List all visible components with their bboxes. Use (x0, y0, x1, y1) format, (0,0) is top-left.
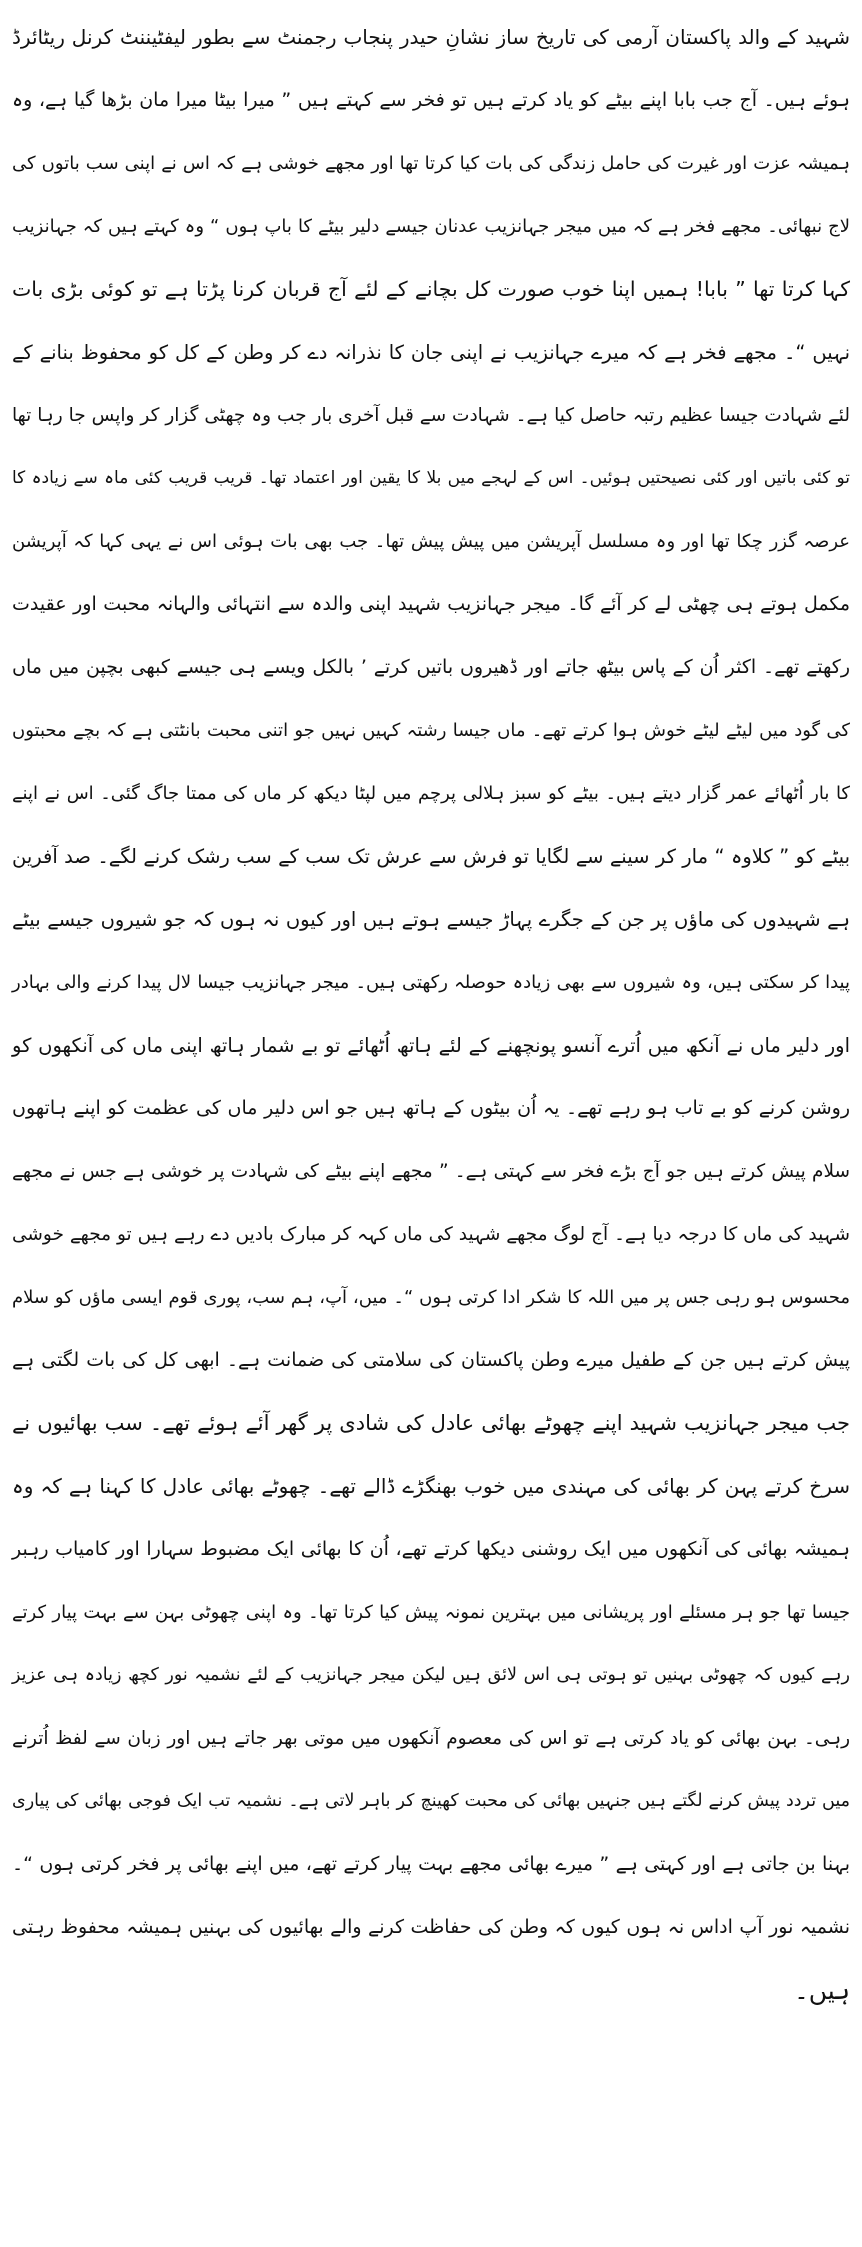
article-text-line: جب میجر جہانزیب شہید اپنے چھوٹے بھائی عادل کی شادی پر گھر آئے ہوئے تھے۔ سب بھائیوں نے (12, 1411, 850, 1435)
article-text-line: ہمیشہ بھائی کی آنکھوں میں ایک روشنی دیکھا کرتے تھے، اُن کا بھائی ایک مضبوط سہارا اور کامیاب رہبر (12, 1538, 850, 1560)
article-text-line: جیسا تھا جو ہر مسئلے اور پریشانی میں بہترین نمونہ پیش کیا کرتا تھا۔ وہ اپنی چھوٹی بہن سے بہت پیار کرتے (12, 1602, 850, 1623)
article-text-line: لئے شہادت جیسا عظیم رتبہ حاصل کیا ہے۔ شہادت سے قبل آخری بار جب وہ چھٹی گزار کر واپس جا رہا تھا (12, 405, 850, 426)
article-text-line: بیٹے کو ” کلاوہ “ مار کر سینے سے لگایا تو فرش سے عرش تک سب کے سب رشک کرنے لگے۔ صد آفرین (12, 845, 850, 868)
article-text-line: ہوئے ہیں۔ آج جب بابا اپنے بیٹے کو یاد کرتے ہیں تو فخر سے کہتے ہیں ” میرا بیٹا میرا مان بڑھا گیا ہے، وہ (12, 89, 850, 111)
article-text-line: مکمل ہوتے ہی چھٹی لے کر آئے گا۔ میجر جہانزیب شہید اپنی والدہ سے انتہائی والہانہ محبت اور عقیدت (12, 593, 850, 615)
article-text-line: رہے کیوں کہ چھوٹی بہنیں تو ہوتی ہی اس لائق ہیں لیکن میجر جہانزیب کے لئے نشمیہ نور کچھ زیادہ ہی عزیز (12, 1665, 850, 1685)
article-text-line: سلام پیش کرتے ہیں جو آج بڑے فخر سے کہتی ہے۔ ” مجھے اپنے بیٹے کی شہادت پر خوشی ہے جس نے مجھے (12, 1161, 850, 1182)
article-text-line: سرخ کرتے پہن کر بھائی کی مہندی میں خوب بھنگڑے ڈالے تھے۔ چھوٹے بھائی عادل کا کہنا ہے کہ وہ (12, 1474, 850, 1498)
article-text-line: روشن کرنے کو بے تاب ہو رہے تھے۔ یہ اُن بیٹوں کے ہاتھ ہیں جو اس دلیر ماں کی عظمت کو اپنے ہاتھوں (12, 1097, 850, 1119)
article-text-line: کہا کرتا تھا ” بابا! ہمیں اپنا خوب صورت کل بچانے کے لئے آج قربان کرنا پڑتا ہے تو کوئی بڑی بات (12, 277, 850, 301)
article-text-line: شہید کی ماں کا درجہ دیا ہے۔ آج لوگ مجھے شہید کی ماں کہہ کر مبارک بادیں دے رہے ہیں تو مجھے خوشی (12, 1224, 850, 1245)
article-text-line: تو کئی باتیں اور کئی نصیحتیں ہوئیں۔ اس کے لہجے میں بلا کا یقین اور اعتماد تھا۔ قریب قریب کئی ماہ سے زیادہ کا (12, 468, 850, 488)
article-text-line: ہمیشہ عزت اور غیرت کی حامل زندگی کی بات کیا کرتا تھا اور مجھے خوشی ہے کہ اس نے اپنی سب باتوں کی (12, 153, 850, 174)
article-text-line: بہنا بن جاتی ہے اور کہتی ہے ” میرے بھائی مجھے بہت پیار کرتے تھے، میں اپنے بھائی پر فخر کرتی ہوں “۔ (12, 1853, 850, 1875)
article-text-line: پیش کرتے ہیں جن کے طفیل میرے وطن پاکستان کی سلامتی کی ضمانت ہے۔ ابھی کل کی بات لگتی ہے (12, 1349, 850, 1371)
article-text-line: ہے شہیدوں کی ماؤں پر جن کے جگرے پہاڑ جیسے ہوتے ہیں اور کیوں نہ ہوں کہ جو شیروں جیسے بیٹے (12, 908, 850, 931)
article-text-line: کی گود میں لیٹے لیٹے خوش ہوا کرتے تھے۔ ماں جیسا رشتہ کہیں نہیں جو اتنی محبت بانٹتی ہے کہ بچے محبتوں (12, 720, 850, 741)
article-text-line: رکھتے تھے۔ اکثر اُن کے پاس بیٹھ جاتے اور ڈھیروں باتیں کرتے ’ بالکل ویسے ہی جیسے کبھی بچپن میں ماں (12, 656, 850, 678)
article-text-line: کا بار اُٹھائے عمر گزار دیتے ہیں۔ بیٹے کو سبز ہلالی پرچم میں لپٹا دیکھ کر ماں کی ممتا جاگ گئی۔ اس نے اپنے (12, 783, 850, 804)
article-text-line: لاج نبھائی۔ مجھے فخر ہے کہ میں میجر جہانزیب عدنان جیسے دلیر بیٹے کا باپ ہوں “ وہ کہتے ہیں کہ جہانزیب (12, 216, 850, 237)
article-body (10, 6, 852, 2022)
article-text-line: رہی۔ بہن بھائی کو یاد کرتی ہے تو اس کی معصوم آنکھوں میں موتی بھر جاتے ہیں اور زبان سے لفظ اُترنے (12, 1728, 850, 1749)
article-text-line: عرصہ گزر چکا تھا اور وہ مسلسل آپریشن میں پیش پیش تھا۔ جب بھی بات ہوئی اس نے یہی کہا کہ آپریشن (12, 531, 850, 552)
article-text-line: پیدا کر سکتی ہیں، وہ شیروں سے بھی زیادہ حوصلہ رکھتی ہیں۔ میجر جہانزیب جیسا لال پیدا کرنے والی بہادر (12, 972, 850, 993)
article-text-line: اور دلیر ماں نے آنکھ میں اُترے آنسو پونچھنے کے لئے ہاتھ اُٹھائے تو بے شمار ہاتھ اپنی ماں کی آنکھوں کو (12, 1034, 850, 1057)
article-text-line: نشمیہ نور آپ اداس نہ ہوں کیوں کہ وطن کی حفاظت کرنے والے بھائیوں کی بہنیں ہمیشہ محفوظ رہتی (12, 1916, 850, 1938)
article-text-line: محسوس ہو رہی جس پر میں اللہ کا شکر ادا کرتی ہوں “۔ میں، آپ، ہم سب، پوری قوم ایسی ماؤں کو سلام (12, 1287, 850, 1308)
article-text-line: میں تردد پیش کرنے لگتے ہیں جنہیں بھائی کی محبت کھینچ کر باہر لاتی ہے۔ نشمیہ تب ایک فوجی بھائی کی پیاری (12, 1791, 850, 1811)
article-text-line: نہیں “۔ مجھے فخر ہے کہ میرے جہانزیب نے اپنی جان کا نذرانہ دے کر وطن کے کل کو محفوظ بنانے کے (12, 341, 850, 364)
article-text-line: شہید کے والد پاکستان آرمی کی تاریخ ساز نشانِ حیدر پنجاب رجمنٹ سے بطور لیفٹیننٹ کرنل ریٹائرڈ (12, 25, 850, 49)
article-text-line: ہیں۔ (794, 1976, 850, 2005)
